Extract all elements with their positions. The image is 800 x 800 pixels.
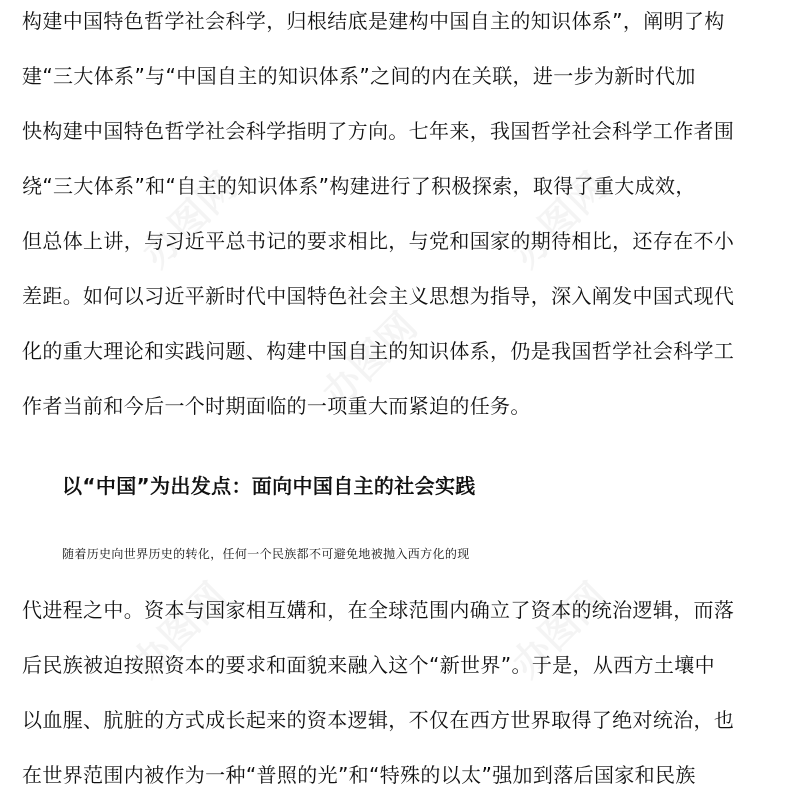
text-line: 差距。如何以习近平新时代中国特色社会主义思想为指导，深入阐发中国式现代 xyxy=(22,284,735,308)
text-line: 但总体上讲，与习近平总书记的要求相比，与党和国家的期待相比，还存在不小 xyxy=(22,229,735,253)
text-line: 绕“三大体系”和“自主的知识体系”构建进行了积极探索，取得了重大成效， xyxy=(22,174,696,198)
watermark: 办图网 xyxy=(313,304,426,416)
watermark: 办图网 xyxy=(503,574,616,686)
text-line: 以血腥、肮脏的方式成长起来的资本逻辑，不仅在西方世界取得了绝对统治，也 xyxy=(22,708,735,732)
text-line: 随着历史向世界历史的转化，任何一个民族都不可避免地被抛入西方化的现 xyxy=(62,547,470,561)
watermark: 办图网 xyxy=(133,164,246,276)
text-line: 代进程之中。资本与国家相互媾和，在全球范围内确立了资本的统治逻辑，而落 xyxy=(22,598,735,622)
text-line: 作者当前和今后一个时期面临的一项重大而紧迫的任务。 xyxy=(22,394,531,418)
watermark: 办图网 xyxy=(123,574,236,686)
text-line: 后民族被迫按照资本的要求和面貌来融入这个“新世界”。于是，从西方土壤中 xyxy=(22,653,715,677)
text-line: 建“三大体系”与“中国自主的知识体系”之间的内在关联，进一步为新时代加 xyxy=(22,64,696,88)
section-heading: 以“中国”为出发点：面向中国自主的社会实践 xyxy=(62,474,476,498)
watermark: 办图网 xyxy=(503,164,616,276)
text-line: 快构建中国特色哲学社会科学指明了方向。七年来，我国哲学社会科学工作者围 xyxy=(22,119,735,143)
text-line: 化的重大理论和实践问题、构建中国自主的知识体系，仍是我国哲学社会科学工 xyxy=(22,339,735,363)
text-line: 在世界范围内被作为一种“普照的光”和“特殊的以太”强加到落后国家和民族 xyxy=(22,763,696,787)
text-line: 构建中国特色哲学社会科学，归根结底是建构中国自主的知识体系”，阐明了构 xyxy=(22,9,725,33)
